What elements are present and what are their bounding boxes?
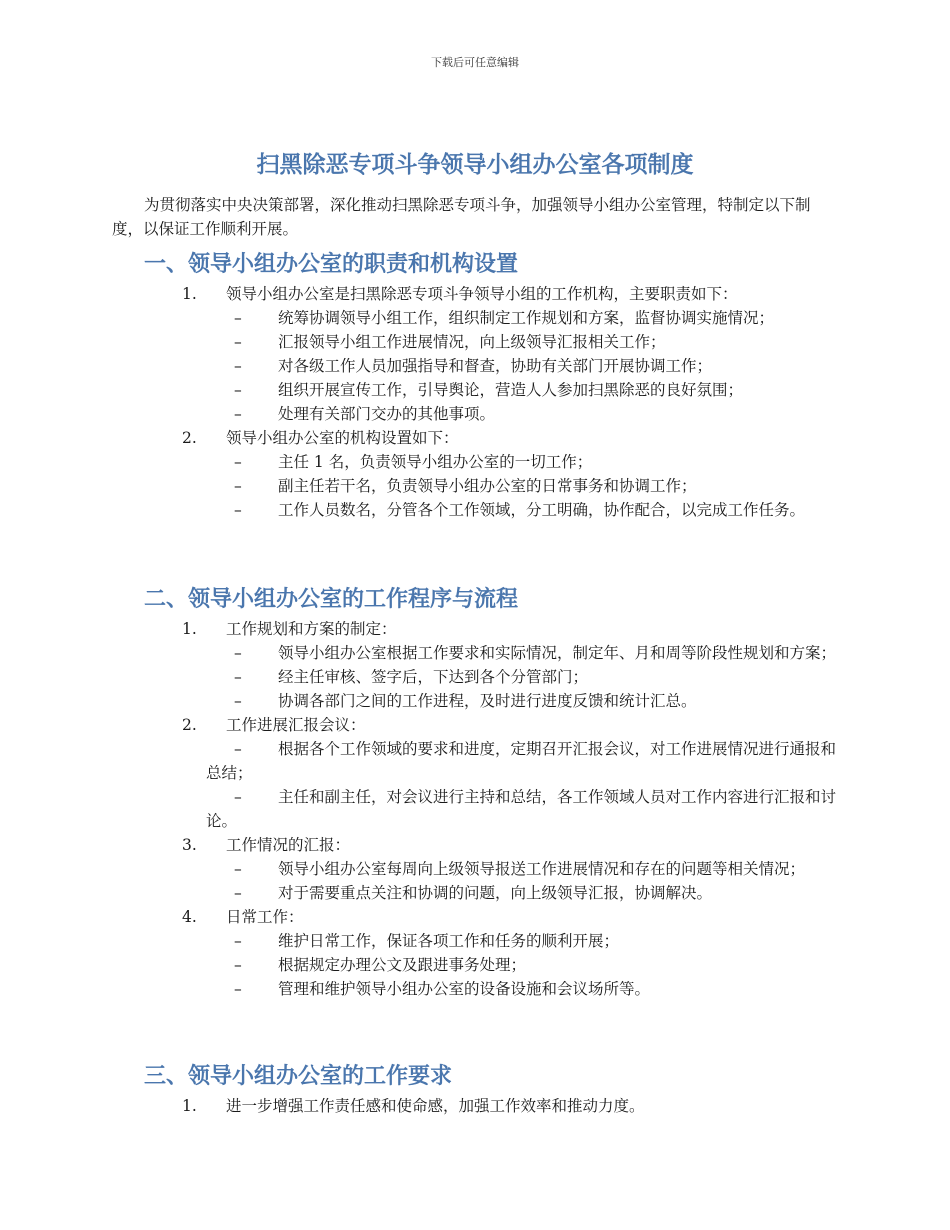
sub-item-text: 处理有关部门交办的其他事项。 bbox=[278, 405, 496, 423]
document-title: 扫黑除恶专项斗争领导小组办公室各项制度 bbox=[256, 152, 694, 178]
sub-item-text: 对于需要重点关注和协调的问题，向上级领导汇报，协调解决。 bbox=[278, 884, 713, 902]
sub-item bbox=[112, 378, 840, 402]
sub-item bbox=[112, 857, 840, 881]
section-procedures bbox=[112, 585, 840, 1001]
dash-bullet: – bbox=[234, 668, 242, 686]
list-item bbox=[112, 282, 840, 306]
sub-item bbox=[112, 689, 840, 713]
item-text: 领导小组办公室的机构设置如下： bbox=[226, 429, 459, 447]
item-number: 2. bbox=[182, 716, 197, 734]
list-item bbox=[112, 833, 840, 857]
sub-item bbox=[112, 450, 840, 474]
list-item bbox=[112, 1094, 840, 1118]
dash-bullet: – bbox=[234, 956, 242, 974]
item-text: 工作进展汇报会议： bbox=[226, 716, 366, 734]
sub-item-text: 管理和维护领导小组办公室的设备设施和会议场所等。 bbox=[278, 980, 651, 998]
item-text: 进一步增强工作责任感和使命感，加强工作效率和推动力度。 bbox=[226, 1097, 645, 1115]
sub-item bbox=[112, 330, 840, 354]
dash-bullet: – bbox=[234, 357, 242, 375]
list-item bbox=[112, 905, 840, 929]
sub-item bbox=[112, 665, 840, 689]
dash-bullet: – bbox=[234, 333, 242, 351]
sub-item-text: 根据各个工作领域的要求和进度，定期召开汇报会议，对工作进展情况进行通报和总结； bbox=[206, 740, 837, 782]
item-number: 1. bbox=[182, 1097, 197, 1115]
sub-item-text: 领导小组办公室根据工作要求和实际情况，制定年、月和周等阶段性规划和方案； bbox=[278, 644, 837, 662]
sub-item-text: 组织开展宣传工作，引导舆论，营造人人参加扫黑除恶的良好氛围； bbox=[278, 381, 744, 399]
list-item bbox=[112, 426, 840, 450]
dash-bullet: – bbox=[234, 405, 242, 423]
sub-item-text: 主任 1 名，负责领导小组办公室的一切工作； bbox=[278, 453, 593, 471]
sub-item bbox=[112, 306, 840, 330]
item-number: 1. bbox=[182, 620, 197, 638]
sub-item bbox=[112, 953, 840, 977]
item-number: 2. bbox=[182, 429, 197, 447]
dash-bullet: – bbox=[234, 309, 242, 327]
sub-item-text: 副主任若干名，负责领导小组办公室的日常事务和协调工作； bbox=[278, 477, 697, 495]
sub-item-text: 工作人员数名，分管各个工作领域，分工明确，协作配合，以完成工作任务。 bbox=[278, 501, 806, 519]
dash-bullet: – bbox=[234, 884, 242, 902]
dash-bullet: – bbox=[234, 644, 242, 662]
section-heading: 二、领导小组办公室的工作程序与流程 bbox=[144, 587, 519, 612]
item-number: 1. bbox=[182, 285, 197, 303]
sub-item bbox=[112, 977, 840, 1001]
sub-item bbox=[112, 929, 840, 953]
sub-item bbox=[112, 737, 840, 785]
sub-item bbox=[112, 641, 840, 665]
sub-item-text: 领导小组办公室每周向上级领导报送工作进展情况和存在的问题等相关情况； bbox=[278, 860, 806, 878]
dash-bullet: – bbox=[234, 932, 242, 950]
sub-item-text: 维护日常工作，保证各项工作和任务的顺利开展； bbox=[278, 932, 620, 950]
sub-item bbox=[112, 402, 840, 426]
sub-item bbox=[112, 474, 840, 498]
dash-bullet: – bbox=[234, 501, 242, 519]
dash-bullet: – bbox=[234, 453, 242, 471]
dash-bullet: – bbox=[234, 788, 242, 806]
dash-bullet: – bbox=[234, 381, 242, 399]
item-number: 3. bbox=[182, 836, 197, 854]
sub-item-text: 汇报领导小组工作进展情况，向上级领导汇报相关工作； bbox=[278, 333, 666, 351]
item-number: 4. bbox=[182, 908, 197, 926]
sub-item-text: 对各级工作人员加强指导和督查，协助有关部门开展协调工作； bbox=[278, 357, 713, 375]
sub-item bbox=[112, 785, 840, 833]
item-text: 日常工作： bbox=[226, 908, 304, 926]
sub-item-text: 经主任审核、签字后，下达到各个分管部门； bbox=[278, 668, 589, 686]
dash-bullet: – bbox=[234, 477, 242, 495]
list-item bbox=[112, 617, 840, 641]
sub-item-text: 主任和副主任，对会议进行主持和总结，各工作领域人员对工作内容进行汇报和讨论。 bbox=[206, 788, 837, 830]
dash-bullet: – bbox=[234, 860, 242, 878]
item-text: 工作情况的汇报： bbox=[226, 836, 351, 854]
sub-item bbox=[112, 498, 840, 522]
sub-item bbox=[112, 354, 840, 378]
section-requirements bbox=[112, 1062, 840, 1118]
dash-bullet: – bbox=[234, 980, 242, 998]
dash-bullet: – bbox=[234, 692, 242, 710]
sub-item-text: 根据规定办理公文及跟进事务处理； bbox=[278, 956, 527, 974]
list-item bbox=[112, 713, 840, 737]
page-header-note: 下载后可任意编辑 bbox=[431, 56, 519, 69]
sub-item-text: 协调各部门之间的工作进程，及时进行进度反馈和统计汇总。 bbox=[278, 692, 697, 710]
item-text: 工作规划和方案的制定： bbox=[226, 620, 397, 638]
sub-item bbox=[112, 881, 840, 905]
section-duties-structure bbox=[112, 250, 840, 522]
section-heading: 三、领导小组办公室的工作要求 bbox=[144, 1064, 453, 1089]
item-text: 领导小组办公室是扫黑除恶专项斗争领导小组的工作机构，主要职责如下： bbox=[226, 285, 738, 303]
sub-item-text: 统筹协调领导小组工作，组织制定工作规划和方案，监督协调实施情况； bbox=[278, 309, 775, 327]
intro-paragraph: 为贯彻落实中央决策部署，深化推动扫黑除恶专项斗争，加强领导小组办公室管理，特制定以下制度，以保证工作顺利开展。 bbox=[112, 196, 811, 238]
section-heading: 一、领导小组办公室的职责和机构设置 bbox=[144, 252, 519, 277]
dash-bullet: – bbox=[234, 740, 242, 758]
